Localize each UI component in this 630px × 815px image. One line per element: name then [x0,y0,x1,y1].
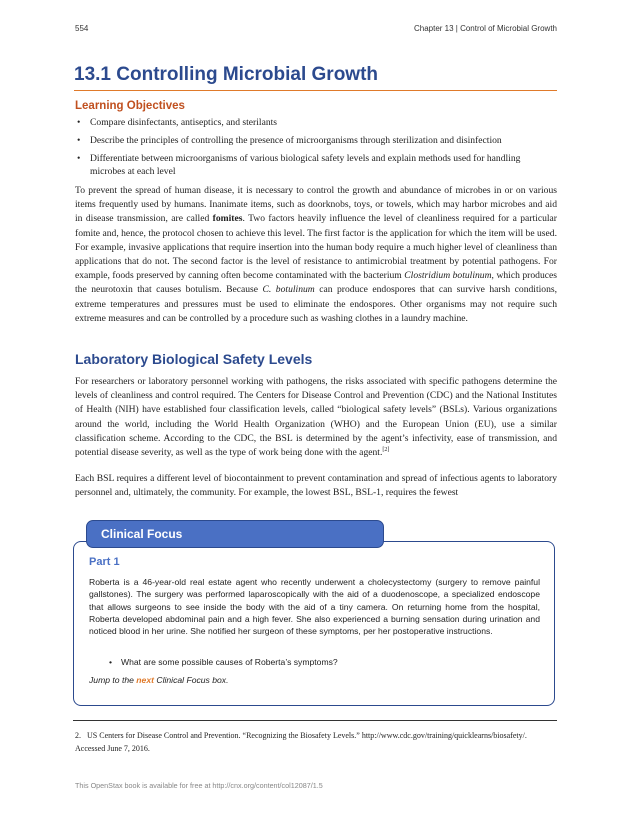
intro-text-3: , which produces the neurotoxin that causes botulism. Because [75,270,558,296]
intro-text-1: To prevent the spread of human disease, it is necessary to control the growth and abundance of microbes in or on various items frequently used by humans. Inanimate items, such as doorknobs, toys, or towels, which may harbor microbes and aid in disease transmission, are called [75,185,557,225]
next-link[interactable]: next [136,675,154,685]
page-number: 554 [75,24,89,33]
species-name-short: C. botulinum [262,284,315,296]
list-item: • What are some possible causes of Roberta’s symptoms? [89,656,338,668]
section-title: 13.1 Controlling Microbial Growth [74,64,379,85]
clinical-focus-tab: Clinical Focus [86,520,384,548]
learning-objectives-list [75,116,557,183]
running-head: Chapter 13 | Control of Microbial Growth [413,24,557,33]
clinical-focus-paragraph: Roberta is a 46-year-old real estate agent who recently underwent a cholecystectomy (surgery to remove painful gallstones). The surgery was performed laparoscopically with the aid of a duodenoscope, a specialized endoscope that allows surgeons to see inside the body with the aid of a tiny camera. On returning home from the hospital, Roberta developed abdominal pain and a high fever. She also experienced a burning sensation during urination and noticed blood in her urine. She notified her surgeon of these symptoms, per her postoperative instructions. [89,577,540,637]
intro-text-4: can produce endospores that can survive harsh conditions, extreme temperatures and pressures must be used to eliminate the endospores. Other organisms may not require such extreme measures and can be controlled by a procedure such as washing clothes in a laundry machine. [75,284,558,324]
list-item: • Differentiate between microorganisms of various biological safety levels and explain methods used for handling microbes at each level [75,152,557,178]
fomites-term: fomites [212,213,243,225]
lab-text-1: For researchers or laboratory personnel working with pathogens, the risks associated with specific pathogens determine the levels of cleanliness and control required. The Centers for Disease Control and Prevention (CDC) and the National Institutes of Health (NIH) have established four classification levels, called “biological safety levels” (BSLs). Various organizations around the world, including the World Health Organization (WHO) and the European Union (EU), use a similar classification scheme. According to the CDC, the BSL is determined by the agent’s infectivity, ease of transmission, and potential disease severity, as well as the type of work being done with the agent. [75,376,557,459]
lab-paragraph-2: Each BSL requires a different level of biocontainment to prevent contamination and spread of infectious agents to laboratory personnel and, ultimately, the community. For example, the lowest BSL, BSL-1, requires the fewest [75,473,557,499]
lab-paragraph-1 [75,375,557,460]
clinical-focus-questions [89,656,338,668]
footnote-rule [73,720,557,721]
page-footer: This OpenStax book is available for free at http://cnx.org/content/col12087/1.5 [75,781,323,790]
clinical-focus-jump [89,675,228,685]
jump-text-before: Jump to the [89,675,137,685]
lab-safety-heading: Laboratory Biological Safety Levels [75,351,313,367]
clinical-focus-part: Part 1 [89,556,120,568]
footnote: 2. US Centers for Disease Control and Prevention. “Recognizing the Biosafety Levels.” http://www.cdc.gov/training/quicklearns/biosafety/. Accessed June 7, 2016. [75,731,527,753]
species-name: Clostridium botulinum [404,270,492,282]
intro-text-2: . Two factors heavily influence the level of cleanliness required for a particular fomite and, hence, the protocol chosen to achieve this level. The first factor is the application for which the item will be used. For example, invasive applications that require insertion into the human body require a much higher level of cleanliness than applications that do not. The second factor is the level of resistance to antimicrobial treatment by potential pathogens. For example, foods preserved by canning often become contaminated with the bacterium [75,213,557,282]
learning-objectives-heading: Learning Objectives [75,100,185,112]
list-item: • Compare disinfectants, antiseptics, and sterilants [75,116,557,129]
intro-paragraph [75,184,557,326]
list-item: • Describe the principles of controlling the presence of microorganisms through sterilization and disinfection [75,134,557,147]
footnote-ref[interactable]: [2] [382,446,390,453]
jump-text-after: Clinical Focus box. [153,675,229,685]
title-rule [74,90,557,91]
